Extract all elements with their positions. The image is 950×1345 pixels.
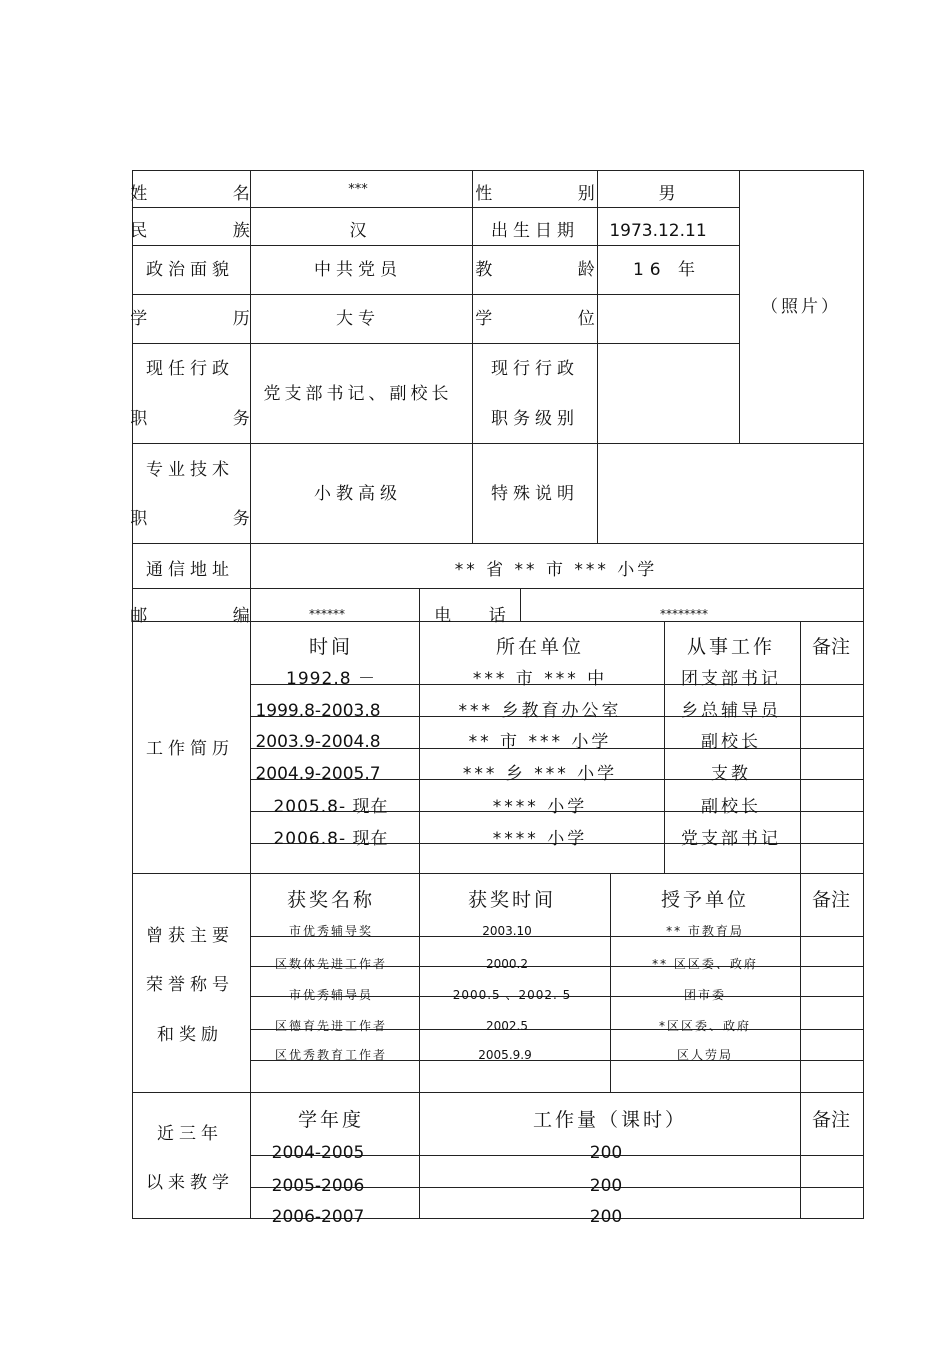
tech-post-value: 小教高级 — [314, 484, 402, 504]
row-divider — [132, 245, 739, 246]
honor-unit: 团市委 — [683, 988, 727, 1002]
work-time: 2005.8- 现在 — [273, 797, 389, 817]
postcode-label: 邮 编 — [130, 606, 290, 626]
work-unit: **** 小学 — [492, 829, 588, 849]
postcode-value: ****** — [309, 607, 345, 621]
admin-level-label-1: 现行行政 — [491, 359, 579, 379]
honor-time: 2002.5 — [486, 1019, 528, 1033]
honors-label-2: 荣誉称号 — [146, 975, 234, 995]
row-divider — [132, 343, 739, 344]
phone-label: 电 话 — [434, 606, 522, 626]
tech-post-label-1: 专业技术 — [146, 460, 234, 480]
degree-label: 学 位 — [475, 309, 635, 329]
workload-year: 2006-2007 — [271, 1207, 365, 1227]
work-job: 团支部书记 — [681, 669, 781, 689]
honor-name: 市优秀辅导奖 — [288, 924, 374, 938]
work-job: 副校长 — [701, 797, 761, 817]
work-time: 2006.8- 现在 — [273, 829, 389, 849]
admin-post-label-2: 职 务 — [130, 409, 290, 429]
ethnicity-value: 汉 — [349, 221, 367, 241]
table-border-bottom — [132, 1218, 864, 1219]
col-divider — [472, 170, 473, 544]
work-time: 1992.8 － — [286, 669, 376, 689]
birth-label: 出生日期 — [491, 221, 579, 241]
row-divider — [132, 873, 864, 874]
honors-label-3: 和奖励 — [157, 1025, 223, 1045]
admin-level-label-2: 职务级别 — [491, 409, 579, 429]
work-unit: *** 市 *** 中 — [472, 669, 608, 689]
honor-header-time: 获奖时间 — [467, 889, 557, 911]
col-divider — [419, 588, 420, 874]
gender-value: 男 — [658, 184, 676, 204]
work-job: 乡总辅导员 — [681, 701, 781, 721]
honor-unit: *区区委、政府 — [658, 1019, 752, 1033]
honor-name: 市优秀辅导员 — [288, 988, 374, 1002]
honor-header-name: 获奖名称 — [286, 889, 376, 911]
work-unit: *** 乡 *** 小学 — [462, 764, 618, 784]
political-value: 中共党员 — [314, 260, 402, 280]
political-label: 政治面貌 — [146, 260, 234, 280]
address-label: 通信地址 — [146, 560, 234, 580]
work-header-time: 时间 — [308, 636, 354, 658]
honor-time: 2003.10 — [482, 924, 532, 938]
name-label: 姓 名 — [130, 184, 290, 204]
honor-header-unit: 授予单位 — [660, 889, 750, 911]
honor-time: 2000.2 — [486, 957, 528, 971]
work-time: 2003.9-2004.8 — [255, 732, 381, 752]
work-time: 1999.8-2003.8 — [255, 701, 381, 721]
honor-unit: ** 市教育局 — [666, 924, 744, 938]
name-value: *** — [348, 182, 368, 197]
work-header-note: 备注 — [811, 636, 851, 658]
education-value: 大专 — [336, 309, 380, 329]
work-header-unit: 所在单位 — [495, 636, 585, 658]
work-job: 支教 — [711, 764, 751, 784]
workload-header-year: 学年度 — [297, 1109, 365, 1131]
table-border-top — [132, 170, 864, 171]
tech-post-label-2: 职 务 — [130, 509, 290, 529]
ethnicity-label: 民 族 — [130, 221, 290, 241]
row-divider — [132, 207, 739, 208]
honor-unit: 区人劳局 — [676, 1048, 734, 1062]
row-divider — [132, 543, 864, 544]
workload-label-1: 近三年 — [157, 1124, 223, 1144]
photo-placeholder: （照片） — [761, 297, 841, 317]
honor-name: 区德育先进工作者 — [274, 1019, 388, 1033]
work-job: 副校长 — [701, 732, 761, 752]
row-divider — [132, 294, 739, 295]
row-divider — [132, 1092, 864, 1093]
row-divider — [132, 443, 864, 444]
honor-name: 区数体先进工作者 — [274, 957, 388, 971]
workload-year: 2005-2006 — [271, 1176, 365, 1196]
work-unit: **** 小学 — [492, 797, 588, 817]
workload-header-note: 备注 — [811, 1109, 851, 1131]
workload-hours: 200 — [589, 1207, 623, 1227]
phone-value: ******** — [660, 607, 708, 621]
work-header-job: 从事工作 — [686, 636, 776, 658]
row-divider — [132, 588, 864, 589]
work-job: 党支部书记 — [681, 829, 781, 849]
teaching-years-value: 16 年 — [632, 260, 702, 280]
education-label: 学 历 — [130, 309, 290, 329]
honor-name: 区优秀教育工作者 — [274, 1048, 388, 1062]
honor-header-note: 备注 — [811, 889, 851, 911]
honor-time: 2005.9.9 — [478, 1048, 532, 1062]
birth-value: 1973.12.11 — [609, 221, 707, 241]
honor-unit: ** 区区委、政府 — [652, 957, 758, 971]
work-history-label: 工作简历 — [146, 739, 234, 759]
work-unit: *** 乡教育办公室 — [458, 701, 622, 721]
work-unit: ** 市 *** 小学 — [468, 732, 612, 752]
admin-post-label-1: 现任行政 — [146, 359, 234, 379]
workload-hours: 200 — [589, 1176, 623, 1196]
admin-post-value: 党支部书记、副校长 — [263, 384, 453, 404]
workload-year: 2004-2005 — [271, 1143, 365, 1163]
work-time: 2004.9-2005.7 — [255, 764, 381, 784]
table-border-right — [863, 170, 864, 1219]
gender-label: 性 别 — [475, 184, 635, 204]
workload-label-2: 以来教学 — [146, 1173, 234, 1193]
teaching-years-label: 教 龄 — [475, 260, 635, 280]
honor-time: 2000.5 、2002. 5 — [452, 988, 572, 1002]
honors-label-1: 曾获主要 — [146, 926, 234, 946]
col-divider — [739, 170, 740, 444]
address-value: ** 省 ** 市 *** 小学 — [454, 560, 658, 580]
special-label: 特殊说明 — [491, 484, 579, 504]
col-divider — [597, 170, 598, 544]
workload-hours: 200 — [589, 1143, 623, 1163]
workload-header-load: 工作量（课时） — [532, 1109, 688, 1131]
